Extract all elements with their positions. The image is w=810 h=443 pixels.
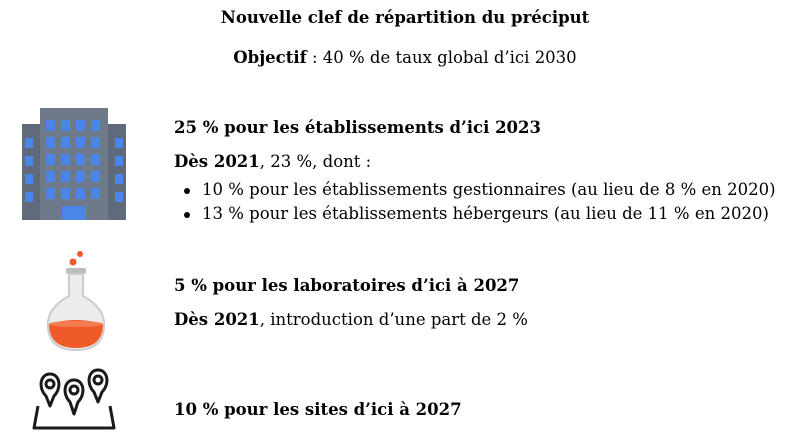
detail-text: , 23 %, dont :	[259, 152, 372, 171]
detail-text: , introduction d’une part de 2 %	[259, 310, 528, 329]
objective-label: Objectif	[233, 48, 307, 67]
section-laboratories-detail	[174, 310, 528, 329]
list-item: 10 % pour les établissements gestionnaires (au lieu de 8 % en 2020)	[174, 178, 776, 202]
section-sites-heading: 10 % pour les sites d’ici à 2027	[174, 400, 462, 419]
office-building-icon	[18, 106, 130, 222]
establishments-bullet-list	[174, 178, 776, 226]
list-item: 13 % pour les établissements hébergeurs (au lieu de 11 % en 2020)	[174, 202, 776, 226]
section-establishments-heading: 25 % pour les établissements d’ici 2023	[174, 118, 542, 137]
lab-flask-icon	[40, 250, 112, 354]
detail-year: Dès 2021	[174, 310, 260, 329]
map-pins-icon	[30, 366, 118, 434]
section-establishments-detail	[174, 152, 371, 171]
section-laboratories-heading: 5 % pour les laboratoires d’ici à 2027	[174, 276, 520, 295]
detail-year: Dès 2021	[174, 152, 260, 171]
objective-line	[0, 48, 810, 67]
objective-text: : 40 % de taux global d’ici 2030	[306, 48, 577, 67]
page-title: Nouvelle clef de répartition du préciput	[220, 8, 590, 27]
